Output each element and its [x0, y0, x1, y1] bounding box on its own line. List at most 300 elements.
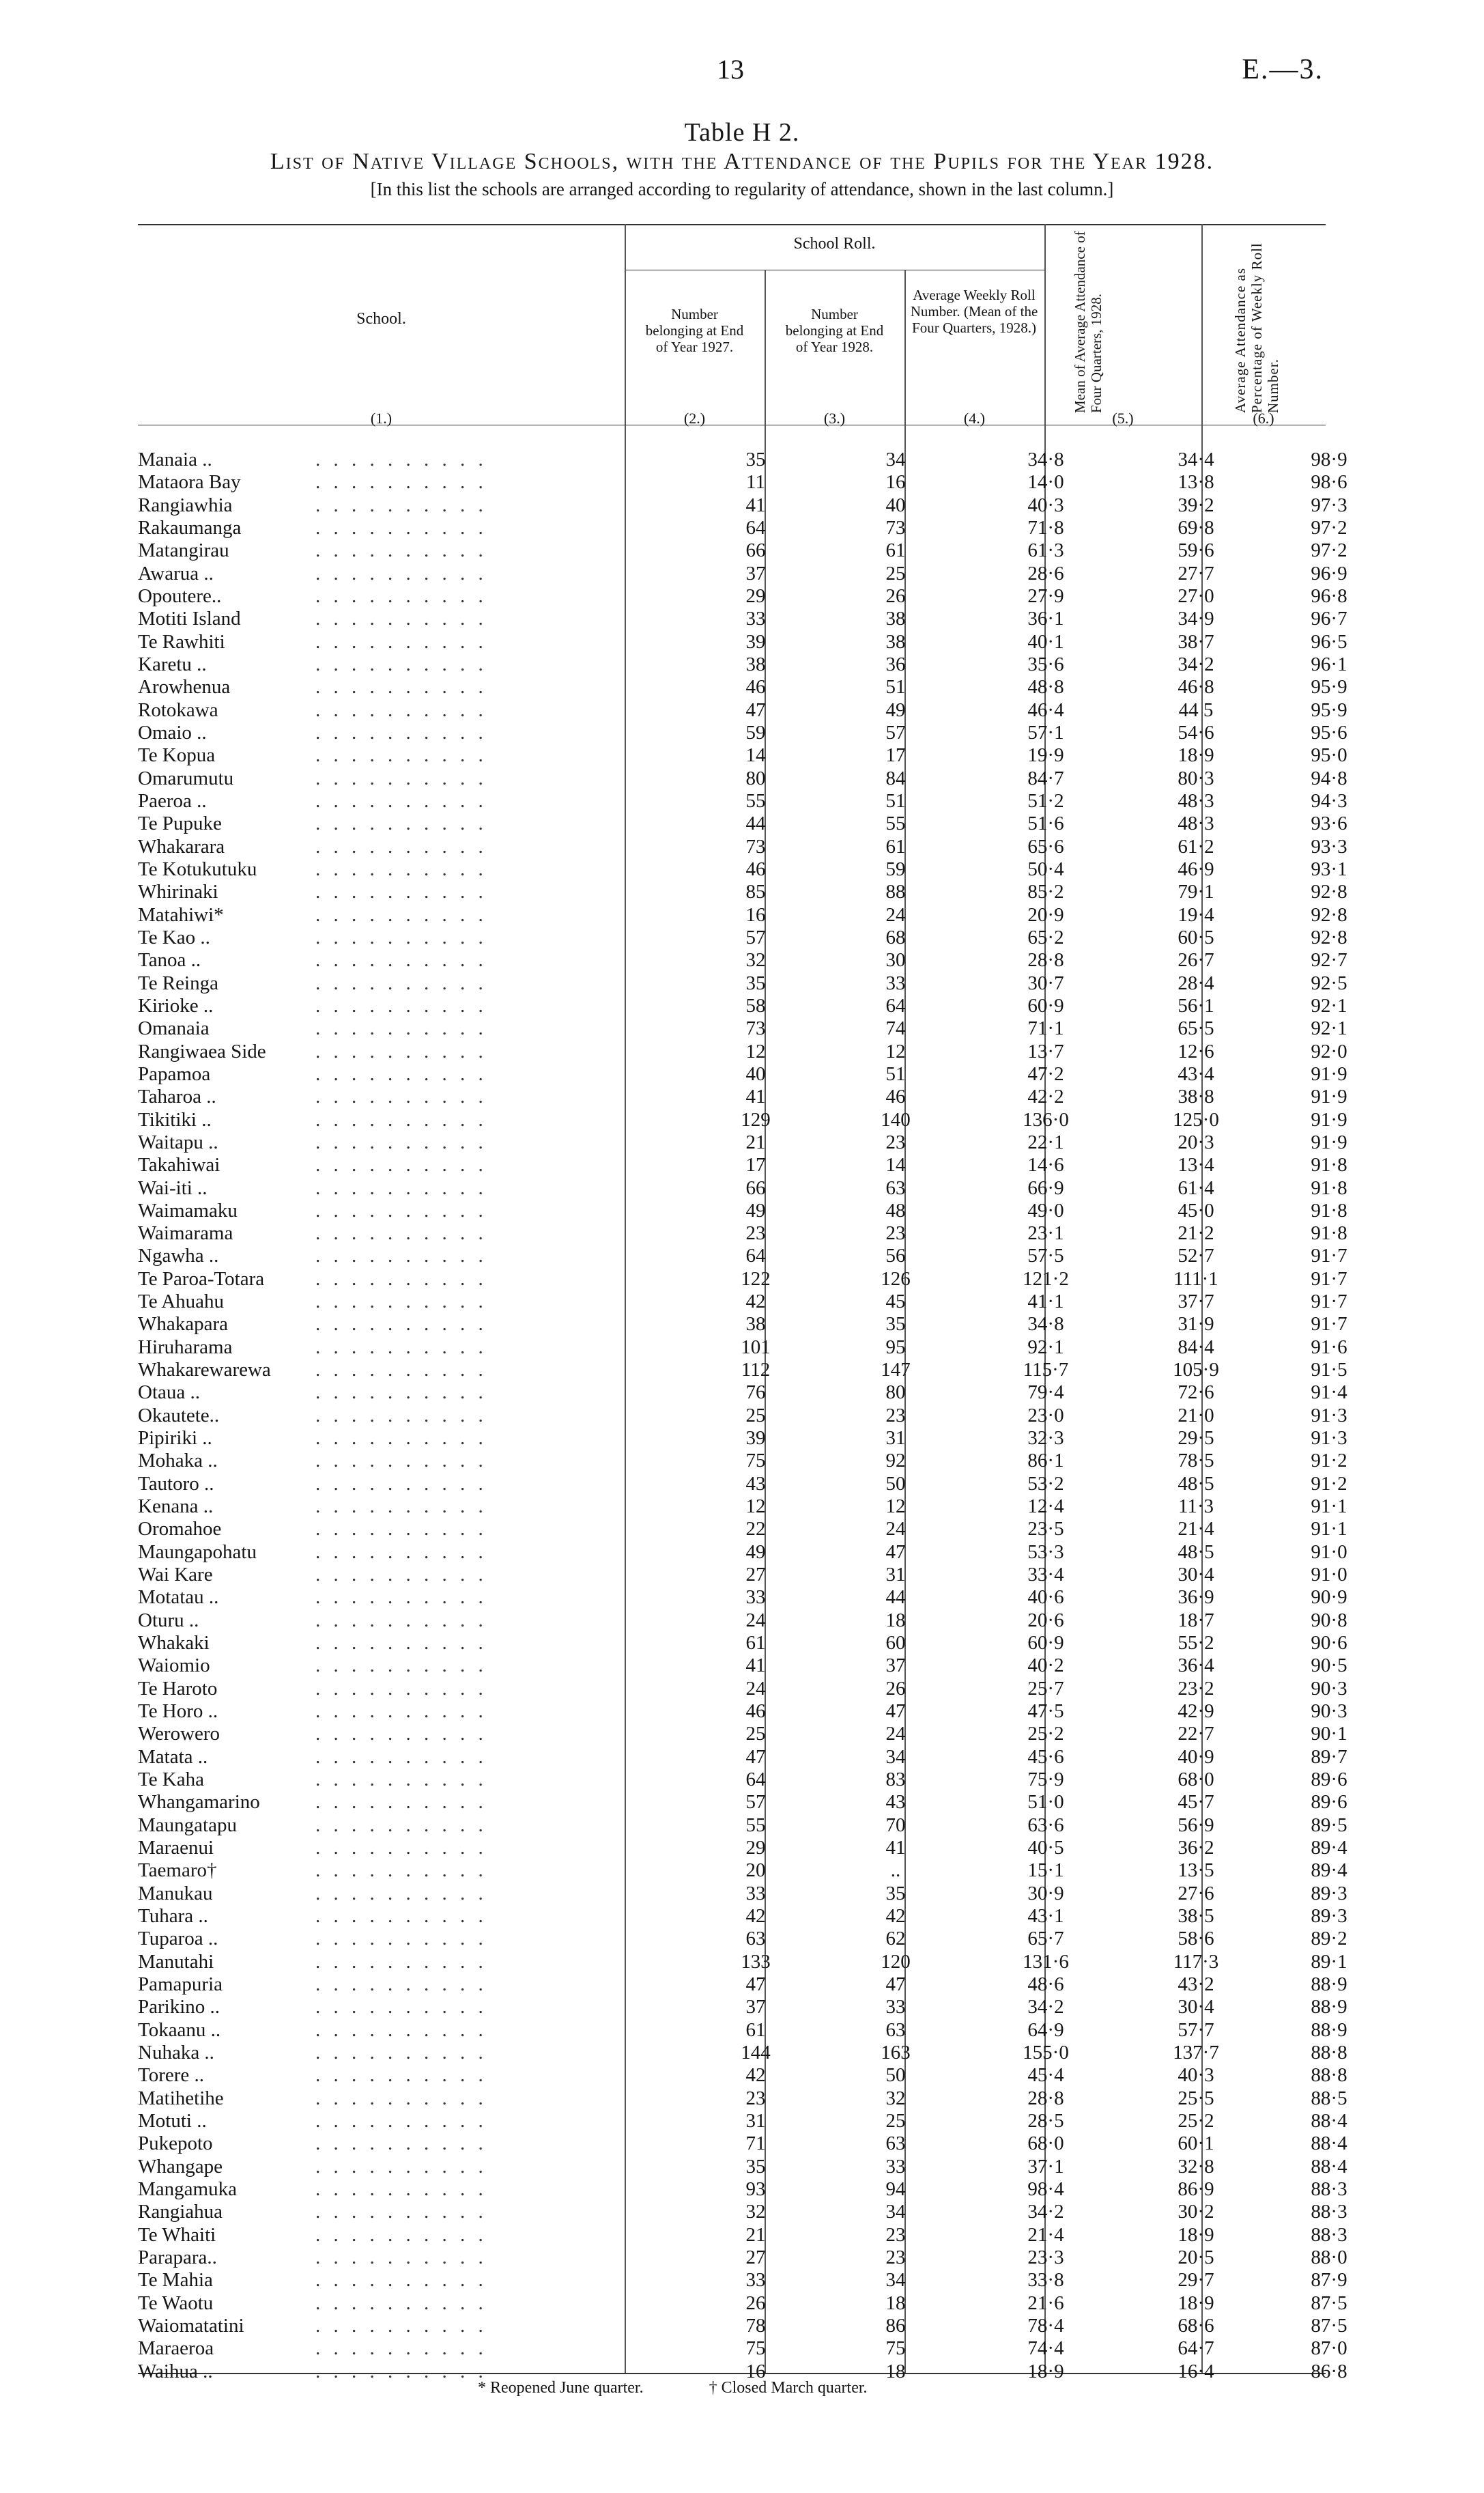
roll-1927: 73	[745, 835, 766, 858]
footnote-closed: † Closed March quarter.	[709, 2379, 868, 2397]
school-name: Whakarara	[138, 835, 225, 858]
weekly-roll: 34·8	[1027, 449, 1064, 470]
roll-1928: 47	[885, 1973, 906, 1995]
weekly-roll: 45·4	[1027, 2064, 1064, 2087]
attendance-percentage: 96·7	[1311, 608, 1347, 630]
roll-1927: 23	[745, 1222, 766, 1245]
leader-dots: . . . . . . . . . .	[315, 1245, 487, 1267]
leader-dots: . . . . . . . . . .	[315, 584, 487, 607]
leader-dots: . . . . . . . . . .	[315, 1267, 487, 1290]
leader-dots: . . . . . . . . . .	[315, 2292, 487, 2314]
weekly-roll: 12·4	[1027, 1495, 1064, 1518]
leader-dots: . . . . . . . . . .	[315, 1586, 487, 1609]
table-row	[138, 1973, 1347, 1996]
school-name: Mataora Bay	[138, 471, 241, 494]
attendance-percentage: 92·7	[1311, 949, 1347, 972]
leader-dots: . . . . . . . . . .	[315, 1700, 487, 1723]
leader-dots: . . . . . . . . . .	[315, 1450, 487, 1472]
table-row	[138, 1723, 1347, 1745]
attendance-percentage: 88·3	[1311, 2223, 1347, 2246]
table-row	[138, 2201, 1347, 2223]
school-name: Waihua ..	[138, 2360, 213, 2382]
avg-attendance: 57·7	[1178, 2018, 1214, 2041]
avg-attendance: 21·0	[1178, 1404, 1214, 1426]
attendance-percentage: 87·5	[1311, 2292, 1347, 2314]
attendance-percentage: 91·7	[1311, 1313, 1347, 1336]
table-row	[138, 1222, 1347, 1245]
avg-attendance: 61·2	[1178, 835, 1214, 858]
avg-attendance: 45·0	[1178, 1199, 1214, 1222]
avg-attendance: 27·0	[1178, 584, 1214, 607]
attendance-percentage: 97·2	[1311, 516, 1347, 539]
attendance-percentage: 89·4	[1311, 1837, 1347, 1859]
leader-dots: . . . . . . . . . .	[315, 1199, 487, 1222]
attendance-percentage: 87·9	[1311, 2269, 1347, 2292]
header-col3: Number belonging at End of Year 1928.	[785, 306, 884, 355]
leader-dots: . . . . . . . . . .	[315, 2132, 487, 2155]
roll-1927: 47	[745, 1973, 766, 1995]
leader-dots: . . . . . . . . . .	[315, 1837, 487, 1859]
avg-attendance: 39·2	[1178, 494, 1214, 516]
roll-1927: 27	[745, 2246, 766, 2268]
roll-1928: 16	[885, 471, 906, 494]
attendance-percentage: 87·5	[1311, 2314, 1347, 2337]
school-name: Parapara..	[138, 2246, 217, 2268]
weekly-roll: 33·8	[1027, 2269, 1064, 2292]
roll-1928: 73	[885, 516, 906, 539]
leader-dots: . . . . . . . . . .	[315, 721, 487, 744]
leader-dots: . . . . . . . . . .	[315, 516, 487, 539]
roll-1927: 44	[745, 813, 766, 835]
attendance-percentage: 91·0	[1311, 1564, 1347, 1586]
school-name: Tikitiki ..	[138, 1108, 212, 1131]
avg-attendance: 72·6	[1178, 1381, 1214, 1404]
roll-1927: 31	[745, 2109, 766, 2132]
header-col5: Mean of Average Attendance of Four Quarters, 1928.	[1072, 231, 1104, 413]
roll-1928: 45	[885, 1291, 906, 1313]
attendance-percentage: 88·4	[1311, 2132, 1347, 2155]
avg-attendance: 21·2	[1178, 1222, 1214, 1245]
header-school: School.	[356, 310, 406, 328]
leader-dots: . . . . . . . . . .	[315, 858, 487, 880]
roll-1927: 32	[745, 2201, 766, 2223]
weekly-roll: 45·6	[1027, 1745, 1064, 1768]
avg-attendance: 54·6	[1178, 721, 1214, 744]
school-name: Wai Kare	[138, 1564, 213, 1586]
roll-1927: 12	[745, 1040, 766, 1062]
attendance-percentage: 89·3	[1311, 1905, 1347, 1927]
header-col6: Average Attendance as Percentage of Weekly Roll Number.	[1232, 242, 1281, 413]
table-row	[138, 1267, 1347, 1291]
avg-attendance: 56·1	[1178, 994, 1214, 1017]
attendance-percentage: 92·8	[1311, 903, 1347, 926]
roll-1927: 24	[745, 1609, 766, 1631]
weekly-roll: 47·5	[1027, 1700, 1064, 1723]
avg-attendance: 48·5	[1178, 1540, 1214, 1563]
roll-1927: 47	[745, 1745, 766, 1768]
attendance-percentage: 96·8	[1311, 584, 1347, 607]
attendance-percentage: 93·6	[1311, 813, 1347, 835]
weekly-roll: 28·8	[1027, 949, 1064, 972]
avg-attendance: 34·2	[1178, 653, 1214, 675]
roll-1927: 78	[745, 2314, 766, 2337]
table-row	[138, 2041, 1347, 2064]
avg-attendance: 56·9	[1178, 1814, 1214, 1836]
leader-dots: . . . . . . . . . .	[315, 2018, 487, 2041]
leader-dots: . . . . . . . . . .	[315, 1404, 487, 1426]
avg-attendance: 34·4	[1178, 449, 1214, 470]
school-name: Pukepoto	[138, 2132, 213, 2155]
leader-dots: . . . . . . . . . .	[315, 2155, 487, 2178]
school-name: Matata ..	[138, 1745, 208, 1768]
school-name: Waimarama	[138, 1222, 233, 1245]
table-row	[138, 1928, 1347, 1950]
roll-1927: 17	[745, 1154, 766, 1177]
avg-attendance: 25·2	[1178, 2109, 1214, 2132]
roll-1928: 26	[885, 1677, 906, 1700]
school-name: Motuti ..	[138, 2109, 207, 2132]
roll-1928: 18	[885, 1609, 906, 1631]
section-code: E.—3.	[1242, 54, 1324, 85]
weekly-roll: 86·1	[1027, 1450, 1064, 1472]
roll-1928: 24	[885, 903, 906, 926]
roll-1927: 37	[745, 562, 766, 584]
roll-1928: 36	[885, 653, 906, 675]
table-body	[138, 449, 1347, 2383]
avg-attendance: 69·8	[1178, 516, 1214, 539]
attendance-percentage: 91·9	[1311, 1108, 1347, 1131]
school-name: Parikino ..	[138, 1996, 220, 2018]
leader-dots: . . . . . . . . . .	[315, 1222, 487, 1245]
table-row	[138, 1996, 1347, 2018]
weekly-roll: 30·9	[1027, 1882, 1064, 1904]
avg-attendance: 29·5	[1178, 1427, 1214, 1450]
roll-1927: 29	[745, 1837, 766, 1859]
attendance-percentage: 90·1	[1311, 1723, 1347, 1745]
attendance-percentage: 88·4	[1311, 2155, 1347, 2178]
weekly-roll: 21·4	[1027, 2223, 1064, 2246]
table-row	[138, 2087, 1347, 2110]
roll-1927: 37	[745, 1996, 766, 2018]
roll-1928: 57	[885, 721, 906, 744]
roll-1928: 25	[885, 562, 906, 584]
roll-1927: 46	[745, 676, 766, 699]
roll-1928: 62	[885, 1928, 906, 1950]
leader-dots: . . . . . . . . . .	[315, 1131, 487, 1153]
school-name: Matahiwi*	[138, 903, 224, 926]
avg-attendance: 38·8	[1178, 1086, 1214, 1108]
school-name: Taemaro†	[138, 1859, 217, 1882]
weekly-roll: 36·1	[1027, 608, 1064, 630]
leader-dots: . . . . . . . . . .	[315, 2314, 487, 2337]
school-name: Oturu ..	[138, 1609, 199, 1631]
roll-1927: 59	[745, 721, 766, 744]
avg-attendance: 58·6	[1178, 1928, 1214, 1950]
roll-1928: 51	[885, 789, 906, 812]
roll-1927: 21	[745, 1131, 766, 1153]
avg-attendance: 36·2	[1178, 1837, 1214, 1859]
school-name: Ngawha ..	[138, 1245, 219, 1267]
avg-attendance: 105·9	[1173, 1359, 1219, 1381]
weekly-roll: 66·9	[1027, 1177, 1064, 1199]
leader-dots: . . . . . . . . . .	[315, 813, 487, 835]
attendance-percentage: 97·2	[1311, 539, 1347, 562]
leader-dots: . . . . . . . . . .	[315, 2087, 487, 2109]
roll-1928: 18	[885, 2360, 906, 2382]
avg-attendance: 48·3	[1178, 813, 1214, 835]
table-row	[138, 1313, 1347, 1336]
roll-1927: 24	[745, 1677, 766, 1700]
attendance-percentage: 91·3	[1311, 1427, 1347, 1450]
table-row	[138, 539, 1347, 562]
weekly-roll: 71·1	[1027, 1017, 1064, 1040]
roll-1927: 42	[745, 1291, 766, 1313]
roll-1927: 64	[745, 1769, 766, 1791]
weekly-roll: 98·4	[1027, 2178, 1064, 2200]
school-name: Rangiawhia	[138, 494, 233, 516]
attendance-percentage: 87·0	[1311, 2337, 1347, 2360]
attendance-percentage: 93·1	[1311, 858, 1347, 880]
avg-attendance: 46·9	[1178, 858, 1214, 880]
table-row	[138, 1062, 1347, 1086]
roll-1928: 25	[885, 2109, 906, 2132]
leader-dots: . . . . . . . . . .	[315, 1905, 487, 1927]
avg-attendance: 38·7	[1178, 630, 1214, 653]
weekly-roll: 85·2	[1027, 881, 1064, 903]
avg-attendance: 36·9	[1178, 1586, 1214, 1609]
leader-dots: . . . . . . . . . .	[315, 699, 487, 721]
leader-dots: . . . . . . . . . .	[315, 744, 487, 767]
weekly-roll: 48·8	[1027, 676, 1064, 699]
leader-dots: . . . . . . . . . .	[315, 1609, 487, 1631]
school-name: Maungatapu	[138, 1814, 237, 1836]
avg-attendance: 52·7	[1178, 1245, 1214, 1267]
weekly-roll: 115·7	[1023, 1359, 1069, 1381]
roll-1927: 80	[745, 767, 766, 789]
leader-dots: . . . . . . . . . .	[315, 471, 487, 494]
roll-1928: 37	[885, 1654, 906, 1677]
leader-dots: . . . . . . . . . .	[315, 789, 487, 812]
avg-attendance: 44 5	[1178, 699, 1214, 721]
attendance-percentage: 91·1	[1311, 1518, 1347, 1540]
weekly-roll: 64·9	[1027, 2018, 1064, 2041]
weekly-roll: 15·1	[1027, 1859, 1064, 1882]
weekly-roll: 74·4	[1027, 2337, 1064, 2360]
footnotes	[478, 2379, 1092, 2397]
school-name: Maungapohatu	[138, 1540, 257, 1563]
avg-attendance: 37·7	[1178, 1291, 1214, 1313]
school-name: Manukau	[138, 1882, 213, 1904]
school-name: Te Kao ..	[138, 926, 210, 948]
roll-1928: 86	[885, 2314, 906, 2337]
leader-dots: . . . . . . . . . .	[315, 2246, 487, 2268]
table-row	[138, 1245, 1347, 1267]
school-name: Mangamuka	[138, 2178, 237, 2200]
attendance-percentage: 96·5	[1311, 630, 1347, 653]
roll-1928: 47	[885, 1540, 906, 1563]
table-row	[138, 1199, 1347, 1222]
leader-dots: . . . . . . . . . .	[315, 1632, 487, 1654]
table-row	[138, 2246, 1347, 2269]
attendance-percentage: 91·7	[1311, 1267, 1347, 1290]
roll-1928: 12	[885, 1495, 906, 1518]
roll-1927: 58	[745, 994, 766, 1017]
roll-1928: 43	[885, 1791, 906, 1814]
leader-dots: . . . . . . . . . .	[315, 1177, 487, 1199]
attendance-percentage: 91·9	[1311, 1131, 1347, 1153]
attendance-percentage: 89·6	[1311, 1791, 1347, 1814]
attendance-percentage: 90·5	[1311, 1654, 1347, 1677]
roll-1927: 33	[745, 1586, 766, 1609]
roll-1927: 75	[745, 2337, 766, 2360]
leader-dots: . . . . . . . . . .	[315, 1950, 487, 1973]
school-name: Te Horo ..	[138, 1700, 218, 1723]
avg-attendance: 32·8	[1178, 2155, 1214, 2178]
table-row	[138, 1769, 1347, 1791]
leader-dots: . . . . . . . . . .	[315, 835, 487, 858]
attendance-percentage: 91·1	[1311, 1495, 1347, 1518]
roll-1927: 112	[741, 1359, 771, 1381]
attendance-percentage: 88·8	[1311, 2064, 1347, 2087]
roll-1928: 59	[885, 858, 906, 880]
avg-attendance: 30·4	[1178, 1564, 1214, 1586]
table-row	[138, 1859, 1347, 1882]
roll-1927: 16	[745, 903, 766, 926]
table-row	[138, 1404, 1347, 1427]
avg-attendance: 40·3	[1178, 2064, 1214, 2087]
roll-1927: 66	[745, 539, 766, 562]
roll-1928: 140	[881, 1108, 911, 1131]
weekly-roll: 84·7	[1027, 767, 1064, 789]
roll-1928: 23	[885, 1222, 906, 1245]
school-name: Whangamarino	[138, 1791, 260, 1814]
school-name: Tokaanu ..	[138, 2018, 221, 2041]
weekly-roll: 21·6	[1027, 2292, 1064, 2314]
weekly-roll: 75·9	[1027, 1769, 1064, 1791]
leader-dots: . . . . . . . . . .	[315, 608, 487, 630]
weekly-roll: 42·2	[1027, 1086, 1064, 1108]
roll-1927: 49	[745, 1199, 766, 1222]
school-name: Matangirau	[138, 539, 229, 562]
weekly-roll: 22·1	[1027, 1131, 1064, 1153]
weekly-roll: 49·0	[1027, 1199, 1064, 1222]
top-rule	[138, 224, 1326, 225]
table-row	[138, 789, 1347, 813]
attendance-percentage: 96·1	[1311, 653, 1347, 675]
school-name: Te Mahia	[138, 2269, 213, 2292]
weekly-roll: 25·2	[1027, 1723, 1064, 1745]
attendance-percentage: 88·9	[1311, 1973, 1347, 1995]
roll-1928: ..	[890, 1859, 901, 1882]
roll-1928: 74	[885, 1017, 906, 1040]
leader-dots: . . . . . . . . . .	[315, 1154, 487, 1177]
roll-1928: 63	[885, 2132, 906, 2155]
leader-dots: . . . . . . . . . .	[315, 1062, 487, 1085]
avg-attendance: 13·4	[1178, 1154, 1214, 1177]
roll-1927: 35	[745, 449, 766, 470]
weekly-roll: 48·6	[1027, 1973, 1064, 1995]
weekly-roll: 40·5	[1027, 1837, 1064, 1859]
weekly-roll: 23·3	[1027, 2246, 1064, 2268]
attendance-percentage: 88·4	[1311, 2109, 1347, 2132]
roll-1927: 47	[745, 699, 766, 721]
leader-dots: . . . . . . . . . .	[315, 1745, 487, 1768]
table-row	[138, 630, 1347, 653]
weekly-roll: 41·1	[1027, 1291, 1064, 1313]
roll-1927: 33	[745, 608, 766, 630]
table-row	[138, 1518, 1347, 1540]
table-row	[138, 926, 1347, 949]
attendance-percentage: 91·2	[1311, 1472, 1347, 1495]
leader-dots: . . . . . . . . . .	[315, 1723, 487, 1745]
attendance-percentage: 88·3	[1311, 2178, 1347, 2200]
leader-dots: . . . . . . . . . .	[315, 2041, 487, 2064]
leader-dots: . . . . . . . . . .	[315, 539, 487, 562]
roll-1928: 126	[881, 1267, 911, 1290]
school-name: Whangape	[138, 2155, 223, 2178]
school-name: Opoutere..	[138, 584, 222, 607]
avg-attendance: 27·6	[1178, 1882, 1214, 1904]
avg-attendance: 13·8	[1178, 471, 1214, 494]
avg-attendance: 36·4	[1178, 1654, 1214, 1677]
school-name: Motiti Island	[138, 608, 241, 630]
roll-1927: 20	[745, 1859, 766, 1882]
school-name: Manaia ..	[138, 449, 212, 470]
avg-attendance: 46·8	[1178, 676, 1214, 699]
roll-1927: 101	[741, 1336, 771, 1358]
leader-dots: . . . . . . . . . .	[315, 2178, 487, 2200]
school-name: Waiomio	[138, 1654, 210, 1677]
weekly-roll: 51·6	[1027, 813, 1064, 835]
table-row	[138, 1359, 1347, 1381]
table-row	[138, 2223, 1347, 2246]
table-row	[138, 1950, 1347, 1973]
table-row	[138, 1177, 1347, 1200]
attendance-percentage: 91·3	[1311, 1404, 1347, 1426]
weekly-roll: 32·3	[1027, 1427, 1064, 1450]
roll-1927: 46	[745, 858, 766, 880]
school-name: Papamoa	[138, 1062, 211, 1085]
table-row	[138, 767, 1347, 790]
weekly-roll: 47·2	[1027, 1062, 1064, 1085]
roll-1927: 144	[741, 2041, 771, 2064]
avg-attendance: 25·5	[1178, 2087, 1214, 2109]
roll-1927: 42	[745, 2064, 766, 2087]
table-row	[138, 1154, 1347, 1177]
leader-dots: . . . . . . . . . .	[315, 1564, 487, 1586]
table-row	[138, 1586, 1347, 1609]
weekly-roll: 60·9	[1027, 994, 1064, 1017]
roll-1928: 18	[885, 2292, 906, 2314]
weekly-roll: 60·9	[1027, 1632, 1064, 1654]
attendance-percentage: 88·9	[1311, 1996, 1347, 2018]
weekly-roll: 131·6	[1023, 1950, 1069, 1973]
roll-1928: 47	[885, 1700, 906, 1723]
table-row	[138, 1905, 1347, 1928]
attendance-percentage: 90·9	[1311, 1586, 1347, 1609]
table-row	[138, 2018, 1347, 2042]
roll-1927: 16	[745, 2360, 766, 2382]
roll-1927: 49	[745, 1540, 766, 1563]
leader-dots: . . . . . . . . . .	[315, 2269, 487, 2292]
table-row	[138, 653, 1347, 676]
table-row	[138, 699, 1347, 722]
leader-dots: . . . . . . . . . .	[315, 926, 487, 948]
roll-1928: 23	[885, 1131, 906, 1153]
weekly-roll: 23·0	[1027, 1404, 1064, 1426]
weekly-roll: 35·6	[1027, 653, 1064, 675]
table-row	[138, 744, 1347, 767]
